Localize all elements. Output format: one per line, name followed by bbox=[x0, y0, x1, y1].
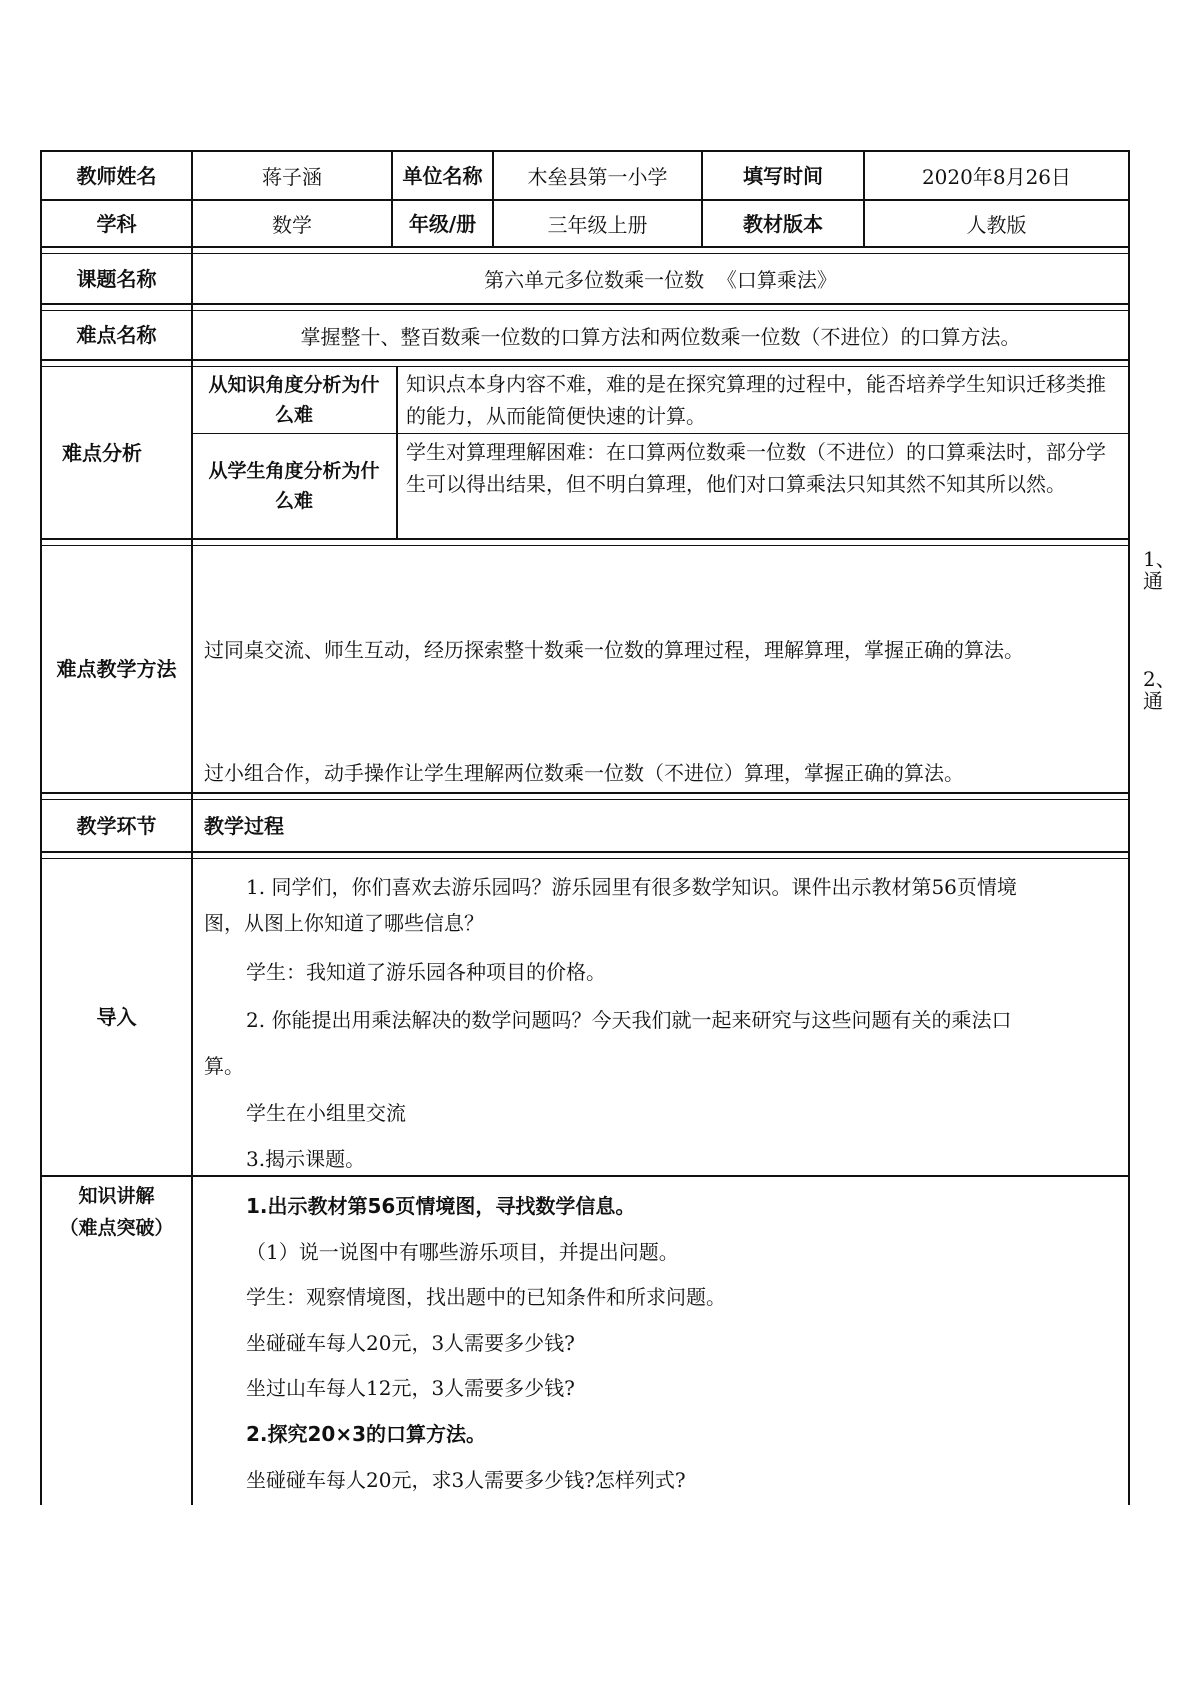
topic-label: 课题名称 bbox=[76, 266, 157, 291]
knowledge-c1: 坐碰碰车每人20元，3人需要多少钱? bbox=[246, 1331, 575, 1355]
teacher-name: 蒋子涵 bbox=[262, 165, 322, 189]
intro-p5: 3.揭示课题。 bbox=[246, 1147, 366, 1171]
student-angle-label: 从学生角度分析为什么难 bbox=[208, 460, 380, 512]
grade-value: 三年级上册 bbox=[547, 213, 648, 237]
unit-name: 木垒县第一小学 bbox=[527, 165, 668, 189]
grade-label: 年级/册 bbox=[408, 211, 477, 236]
difficulty-value: 掌握整十、整百数乘一位数的口算方法和两位数乘一位数（不进位）的口算方法。 bbox=[300, 324, 1021, 349]
difficulty-label: 难点名称 bbox=[76, 323, 157, 347]
student-angle-text: 学生对算理理解困难：在口算两位数乘一位数（不进位）的口算乘法时，部分学生可以得出结果，但不明白算理，他们对口算乘法只知其然不知其所以然。 bbox=[406, 440, 1106, 496]
knowledge-h2: 2.探究20×3的口算方法。 bbox=[246, 1422, 487, 1446]
method-line-1: 过同桌交流、师生互动，经历探索整十数乘一位数的算理过程，理解算理，掌握正确的算法。 bbox=[204, 638, 1024, 662]
method-label: 难点教学方法 bbox=[56, 657, 177, 681]
date-label: 填写时间 bbox=[743, 163, 823, 188]
analysis-label: 难点分析 bbox=[62, 440, 142, 465]
process-header: 教学过程 bbox=[204, 814, 284, 838]
knowledge-c3: 坐碰碰车每人20元，求3人需要多少钱?怎样列式? bbox=[246, 1468, 686, 1492]
knowledge-sublabel: （难点突破） bbox=[59, 1217, 174, 1239]
intro-p3a: 2. 你能提出用乘法解决的数学问题吗？今天我们就一起来研究与这些问题有关的乘法口 bbox=[246, 1008, 1012, 1032]
knowledge-label: 知识讲解 bbox=[78, 1185, 155, 1207]
intro-p3b: 算。 bbox=[204, 1054, 244, 1078]
subject-value: 数学 bbox=[272, 213, 312, 237]
unit-label: 单位名称 bbox=[402, 163, 483, 188]
knowledge-c2: 坐过山车每人12元，3人需要多少钱? bbox=[246, 1376, 575, 1400]
method-line-2: 过小组合作，动手操作让学生理解两位数乘一位数（不进位）算理，掌握正确的算法。 bbox=[204, 761, 964, 785]
intro-label: 导入 bbox=[96, 1005, 137, 1029]
knowledge-angle-label: 从知识角度分析为什么难 bbox=[208, 374, 380, 426]
edition-label: 教材版本 bbox=[743, 211, 823, 236]
method-overflow-1: 1、通 bbox=[1143, 547, 1176, 593]
intro-p1a: 1. 同学们，你们喜欢去游乐园吗？游乐园里有很多数学知识。课件出示教材第56页情境 bbox=[246, 875, 1017, 899]
topic-value: 第六单元多位数乘一位数 《口算乘法》 bbox=[484, 268, 837, 292]
intro-p4: 学生在小组里交流 bbox=[246, 1101, 406, 1125]
knowledge-q1: （1）说一说图中有哪些游乐项目，并提出问题。 bbox=[246, 1240, 679, 1264]
edition-value: 人教版 bbox=[966, 213, 1027, 237]
date-value: 2020年8月26日 bbox=[921, 165, 1072, 189]
method-overflow-2: 2、通 bbox=[1143, 667, 1176, 713]
segment-header: 教学环节 bbox=[76, 813, 157, 838]
knowledge-angle-text: 知识点本身内容不难，难的是在探究算理的过程中，能否培养学生知识迁移类推的能力，从而能简便快速的计算。 bbox=[406, 372, 1106, 428]
subject-label: 学科 bbox=[96, 211, 137, 236]
intro-p2: 学生：我知道了游乐园各种项目的价格。 bbox=[246, 960, 606, 984]
knowledge-h1: 1.出示教材第56页情境图，寻找数学信息。 bbox=[246, 1194, 636, 1218]
intro-p1b: 图，从图上你知道了哪些信息？ bbox=[204, 911, 484, 935]
teacher-label: 教师姓名 bbox=[76, 163, 157, 188]
knowledge-s1: 学生：观察情境图，找出题中的已知条件和所求问题。 bbox=[246, 1285, 726, 1309]
